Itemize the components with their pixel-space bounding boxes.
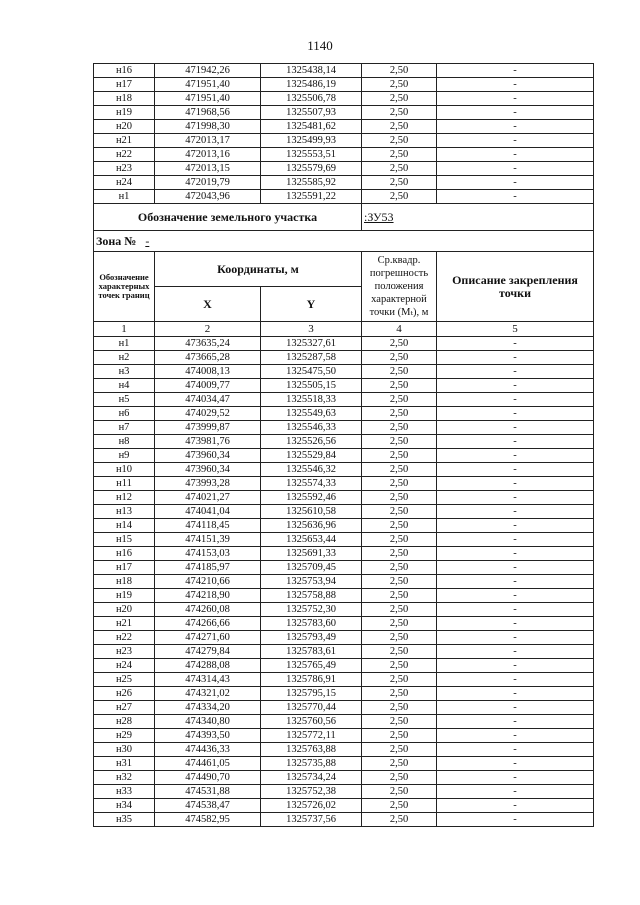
x-value: 472013,15 <box>155 162 261 176</box>
table-row <box>94 176 594 190</box>
y-value: 1325772,11 <box>261 729 362 743</box>
y-value: 1325486,19 <box>261 78 362 92</box>
zone-row <box>94 231 594 252</box>
error-value: 2,50 <box>362 659 437 673</box>
table-row <box>94 106 594 120</box>
table-row <box>94 673 594 687</box>
y-value: 1325793,49 <box>261 631 362 645</box>
y-value: 1325574,33 <box>261 477 362 491</box>
point-id: н34 <box>94 799 155 813</box>
error-value: 2,50 <box>362 603 437 617</box>
description-value: - <box>437 407 594 421</box>
error-value: 2,50 <box>362 477 437 491</box>
error-value: 2,50 <box>362 589 437 603</box>
point-id: н31 <box>94 757 155 771</box>
x-value: 474151,39 <box>155 533 261 547</box>
y-value: 1325653,44 <box>261 533 362 547</box>
description-value: - <box>437 477 594 491</box>
error-value: 2,50 <box>362 701 437 715</box>
error-value: 2,50 <box>362 561 437 575</box>
table-row <box>94 407 594 421</box>
x-value: 474314,43 <box>155 673 261 687</box>
error-value: 2,50 <box>362 351 437 365</box>
x-value: 471998,30 <box>155 120 261 134</box>
point-id: н25 <box>94 673 155 687</box>
point-id: н7 <box>94 421 155 435</box>
x-value: 472013,17 <box>155 134 261 148</box>
error-value: 2,50 <box>362 757 437 771</box>
table-row <box>94 631 594 645</box>
table-row <box>94 92 594 106</box>
error-value: 2,50 <box>362 407 437 421</box>
zone-label: Зона № <box>96 233 137 248</box>
y-value: 1325475,50 <box>261 365 362 379</box>
y-value: 1325752,38 <box>261 785 362 799</box>
y-value: 1325579,69 <box>261 162 362 176</box>
zone-value: - <box>145 233 150 248</box>
table-row <box>94 645 594 659</box>
y-value: 1325783,61 <box>261 645 362 659</box>
error-value: 2,50 <box>362 120 437 134</box>
error-value: 2,50 <box>362 162 437 176</box>
y-value: 1325507,93 <box>261 106 362 120</box>
x-value: 473981,76 <box>155 435 261 449</box>
y-value: 1325526,56 <box>261 435 362 449</box>
point-id: н11 <box>94 477 155 491</box>
description-value: - <box>437 393 594 407</box>
point-id: н23 <box>94 162 155 176</box>
page-number: 1140 <box>307 38 333 53</box>
table-row <box>94 477 594 491</box>
table-row <box>94 687 594 701</box>
table-row <box>94 771 594 785</box>
table-row <box>94 148 594 162</box>
table-row <box>94 491 594 505</box>
error-value: 2,50 <box>362 505 437 519</box>
description-value: - <box>437 519 594 533</box>
table-row <box>94 729 594 743</box>
y-value: 1325546,32 <box>261 463 362 477</box>
point-id: н24 <box>94 176 155 190</box>
error-value: 2,50 <box>362 176 437 190</box>
error-value: 2,50 <box>362 435 437 449</box>
point-id: н2 <box>94 351 155 365</box>
point-id: н5 <box>94 393 155 407</box>
error-value: 2,50 <box>362 337 437 351</box>
y-value: 1325734,24 <box>261 771 362 785</box>
description-value: - <box>437 134 594 148</box>
error-value: 2,50 <box>362 575 437 589</box>
description-value: - <box>437 533 594 547</box>
point-id: н4 <box>94 379 155 393</box>
description-value: - <box>437 631 594 645</box>
x-value: 474034,47 <box>155 393 261 407</box>
y-value: 1325760,56 <box>261 715 362 729</box>
description-value: - <box>437 435 594 449</box>
point-id: н28 <box>94 715 155 729</box>
description-value: - <box>437 379 594 393</box>
point-id: н3 <box>94 365 155 379</box>
description-value: - <box>437 771 594 785</box>
description-value: - <box>437 491 594 505</box>
x-value: 474218,90 <box>155 589 261 603</box>
description-value: - <box>437 505 594 519</box>
y-value: 1325481,62 <box>261 120 362 134</box>
x-value: 474021,27 <box>155 491 261 505</box>
table-row <box>94 463 594 477</box>
x-value: 472013,16 <box>155 148 261 162</box>
table-row <box>94 813 594 827</box>
x-value: 471942,26 <box>155 64 261 78</box>
y-value: 1325553,51 <box>261 148 362 162</box>
description-value: - <box>437 687 594 701</box>
table-row <box>94 561 594 575</box>
point-id: н20 <box>94 120 155 134</box>
table-row <box>94 190 594 204</box>
description-value: - <box>437 561 594 575</box>
point-id: н30 <box>94 743 155 757</box>
error-value: 2,50 <box>362 743 437 757</box>
description-value: - <box>437 176 594 190</box>
column-numbers-row <box>94 322 594 337</box>
table-row <box>94 421 594 435</box>
y-value: 1325726,02 <box>261 799 362 813</box>
x-value: 474288,08 <box>155 659 261 673</box>
error-value: 2,50 <box>362 645 437 659</box>
y-value: 1325549,63 <box>261 407 362 421</box>
y-value: 1325327,61 <box>261 337 362 351</box>
x-value: 474340,80 <box>155 715 261 729</box>
column-number: 4 <box>362 322 437 337</box>
x-value: 473993,28 <box>155 477 261 491</box>
description-value: - <box>437 64 594 78</box>
point-id: н6 <box>94 407 155 421</box>
error-value: 2,50 <box>362 92 437 106</box>
description-value: - <box>437 743 594 757</box>
y-value: 1325758,88 <box>261 589 362 603</box>
x-value: 474029,52 <box>155 407 261 421</box>
error-value: 2,50 <box>362 421 437 435</box>
plot-row <box>94 204 594 231</box>
x-value: 474271,60 <box>155 631 261 645</box>
y-value: 1325287,58 <box>261 351 362 365</box>
header-error: Ср.квадр. погрешность положения характерной точки (Мₜ), м <box>362 252 437 322</box>
description-value: - <box>437 701 594 715</box>
point-id: н12 <box>94 491 155 505</box>
x-value: 472019,79 <box>155 176 261 190</box>
y-value: 1325636,96 <box>261 519 362 533</box>
column-number: 5 <box>437 322 594 337</box>
point-id: н13 <box>94 505 155 519</box>
header-point-designation: Обозначение характерных точек границ <box>94 252 155 322</box>
point-id: н24 <box>94 659 155 673</box>
description-value: - <box>437 617 594 631</box>
y-value: 1325709,45 <box>261 561 362 575</box>
error-value: 2,50 <box>362 771 437 785</box>
description-value: - <box>437 162 594 176</box>
x-value: 474260,08 <box>155 603 261 617</box>
description-value: - <box>437 575 594 589</box>
description-value: - <box>437 589 594 603</box>
table-row <box>94 799 594 813</box>
point-id: н17 <box>94 78 155 92</box>
y-value: 1325691,33 <box>261 547 362 561</box>
table-row <box>94 351 594 365</box>
table-row <box>94 134 594 148</box>
point-id: н19 <box>94 106 155 120</box>
point-id: н27 <box>94 701 155 715</box>
header-row-1 <box>94 252 594 287</box>
y-value: 1325795,15 <box>261 687 362 701</box>
x-value: 474041,04 <box>155 505 261 519</box>
error-value: 2,50 <box>362 379 437 393</box>
x-value: 474436,33 <box>155 743 261 757</box>
y-value: 1325506,78 <box>261 92 362 106</box>
x-value: 474461,05 <box>155 757 261 771</box>
description-value: - <box>437 190 594 204</box>
x-value: 474321,02 <box>155 687 261 701</box>
error-value: 2,50 <box>362 463 437 477</box>
x-value: 473665,28 <box>155 351 261 365</box>
table-row <box>94 715 594 729</box>
point-id: н23 <box>94 645 155 659</box>
table-row <box>94 617 594 631</box>
x-value: 474393,50 <box>155 729 261 743</box>
table-row <box>94 757 594 771</box>
point-id: н20 <box>94 603 155 617</box>
table-row <box>94 575 594 589</box>
x-value: 473635,24 <box>155 337 261 351</box>
description-value: - <box>437 421 594 435</box>
description-value: - <box>437 729 594 743</box>
y-value: 1325592,46 <box>261 491 362 505</box>
description-value: - <box>437 463 594 477</box>
error-value: 2,50 <box>362 519 437 533</box>
x-value: 474185,97 <box>155 561 261 575</box>
table-row <box>94 393 594 407</box>
point-id: н8 <box>94 435 155 449</box>
x-value: 474334,20 <box>155 701 261 715</box>
header-x: X <box>155 287 261 322</box>
error-value: 2,50 <box>362 78 437 92</box>
y-value: 1325752,30 <box>261 603 362 617</box>
error-value: 2,50 <box>362 64 437 78</box>
y-value: 1325783,60 <box>261 617 362 631</box>
point-id: н16 <box>94 64 155 78</box>
error-value: 2,50 <box>362 449 437 463</box>
header-description: Описание закрепления точки <box>437 252 594 322</box>
point-id: н17 <box>94 561 155 575</box>
x-value: 474009,77 <box>155 379 261 393</box>
description-value: - <box>437 659 594 673</box>
point-id: н18 <box>94 575 155 589</box>
x-value: 474531,88 <box>155 785 261 799</box>
coordinates-table <box>93 63 594 827</box>
description-value: - <box>437 449 594 463</box>
x-value: 471951,40 <box>155 92 261 106</box>
description-value: - <box>437 757 594 771</box>
table-row <box>94 519 594 533</box>
error-value: 2,50 <box>362 715 437 729</box>
header-coordinates: Координаты, м <box>155 252 362 287</box>
error-value: 2,50 <box>362 729 437 743</box>
table-row <box>94 78 594 92</box>
y-value: 1325518,33 <box>261 393 362 407</box>
point-id: н22 <box>94 148 155 162</box>
error-value: 2,50 <box>362 491 437 505</box>
x-value: 473999,87 <box>155 421 261 435</box>
y-value: 1325529,84 <box>261 449 362 463</box>
point-id: н14 <box>94 519 155 533</box>
error-value: 2,50 <box>362 106 437 120</box>
x-value: 471968,56 <box>155 106 261 120</box>
error-value: 2,50 <box>362 148 437 162</box>
table-row <box>94 533 594 547</box>
column-number: 2 <box>155 322 261 337</box>
table-row <box>94 603 594 617</box>
error-value: 2,50 <box>362 393 437 407</box>
table-row <box>94 365 594 379</box>
y-value: 1325546,33 <box>261 421 362 435</box>
x-value: 474118,45 <box>155 519 261 533</box>
x-value: 474008,13 <box>155 365 261 379</box>
description-value: - <box>437 92 594 106</box>
point-id: н26 <box>94 687 155 701</box>
point-id: н22 <box>94 631 155 645</box>
table-row <box>94 120 594 134</box>
point-id: н15 <box>94 533 155 547</box>
point-id: н18 <box>94 92 155 106</box>
x-value: 474538,47 <box>155 799 261 813</box>
y-value: 1325505,15 <box>261 379 362 393</box>
plot-label: Обозначение земельного участка <box>94 204 362 231</box>
error-value: 2,50 <box>362 190 437 204</box>
top-rows <box>94 64 594 204</box>
y-value: 1325765,49 <box>261 659 362 673</box>
table-row <box>94 505 594 519</box>
error-value: 2,50 <box>362 799 437 813</box>
x-value: 474582,95 <box>155 813 261 827</box>
description-value: - <box>437 337 594 351</box>
table-row <box>94 337 594 351</box>
table-row <box>94 659 594 673</box>
description-value: - <box>437 799 594 813</box>
error-value: 2,50 <box>362 617 437 631</box>
table-row <box>94 162 594 176</box>
x-value: 474279,84 <box>155 645 261 659</box>
point-id: н16 <box>94 547 155 561</box>
y-value: 1325737,56 <box>261 813 362 827</box>
y-value: 1325786,91 <box>261 673 362 687</box>
y-value: 1325591,22 <box>261 190 362 204</box>
x-value: 472043,96 <box>155 190 261 204</box>
y-value: 1325438,14 <box>261 64 362 78</box>
point-id: н35 <box>94 813 155 827</box>
point-id: н1 <box>94 190 155 204</box>
table-row <box>94 701 594 715</box>
error-value: 2,50 <box>362 365 437 379</box>
description-value: - <box>437 603 594 617</box>
description-value: - <box>437 78 594 92</box>
description-value: - <box>437 715 594 729</box>
point-id: н21 <box>94 134 155 148</box>
error-value: 2,50 <box>362 547 437 561</box>
x-value: 474490,70 <box>155 771 261 785</box>
error-value: 2,50 <box>362 785 437 799</box>
error-value: 2,50 <box>362 533 437 547</box>
y-value: 1325735,88 <box>261 757 362 771</box>
header-y: Y <box>261 287 362 322</box>
description-value: - <box>437 106 594 120</box>
y-value: 1325763,88 <box>261 743 362 757</box>
y-value: 1325585,92 <box>261 176 362 190</box>
x-value: 473960,34 <box>155 463 261 477</box>
table-row <box>94 435 594 449</box>
error-value: 2,50 <box>362 134 437 148</box>
table-row <box>94 449 594 463</box>
description-value: - <box>437 785 594 799</box>
description-value: - <box>437 547 594 561</box>
point-id: н1 <box>94 337 155 351</box>
x-value: 474266,66 <box>155 617 261 631</box>
error-value: 2,50 <box>362 813 437 827</box>
y-value: 1325753,94 <box>261 575 362 589</box>
description-value: - <box>437 351 594 365</box>
point-id: н9 <box>94 449 155 463</box>
table-row <box>94 547 594 561</box>
point-id: н10 <box>94 463 155 477</box>
description-value: - <box>437 645 594 659</box>
description-value: - <box>437 673 594 687</box>
description-value: - <box>437 120 594 134</box>
point-id: н32 <box>94 771 155 785</box>
error-value: 2,50 <box>362 687 437 701</box>
x-value: 474153,03 <box>155 547 261 561</box>
y-value: 1325610,58 <box>261 505 362 519</box>
point-id: н33 <box>94 785 155 799</box>
error-value: 2,50 <box>362 631 437 645</box>
x-value: 474210,66 <box>155 575 261 589</box>
x-value: 471951,40 <box>155 78 261 92</box>
point-id: н21 <box>94 617 155 631</box>
y-value: 1325499,93 <box>261 134 362 148</box>
column-number: 1 <box>94 322 155 337</box>
plot-value: :ЗУ53 <box>362 204 594 231</box>
table-row <box>94 785 594 799</box>
y-value: 1325770,44 <box>261 701 362 715</box>
main-rows <box>94 337 594 827</box>
point-id: н19 <box>94 589 155 603</box>
description-value: - <box>437 148 594 162</box>
description-value: - <box>437 365 594 379</box>
table-row <box>94 589 594 603</box>
table-row <box>94 379 594 393</box>
point-id: н29 <box>94 729 155 743</box>
x-value: 473960,34 <box>155 449 261 463</box>
table-row <box>94 743 594 757</box>
description-value: - <box>437 813 594 827</box>
table-row <box>94 64 594 78</box>
error-value: 2,50 <box>362 673 437 687</box>
column-number: 3 <box>261 322 362 337</box>
